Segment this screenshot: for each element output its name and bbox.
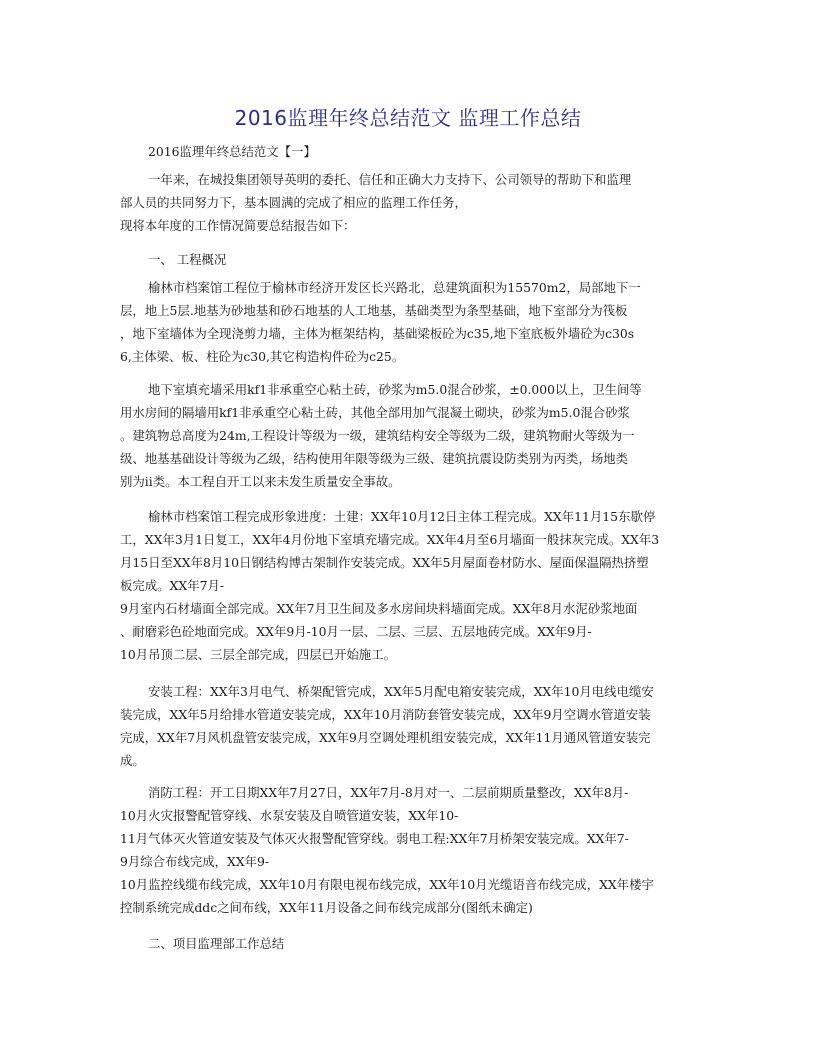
- section-heading: 一、 工程概况: [148, 252, 227, 267]
- paragraph-fire-protection: [120, 781, 700, 919]
- paragraph-overview: [120, 276, 700, 368]
- text-line: 完成，XX年7月风机盘管安装完成，XX年9月空调处理机组安装完成，XX年11月通风管道安装完: [120, 730, 651, 745]
- intro-paragraph: [120, 168, 700, 237]
- document-title: 2016监理年终总结范文 监理工作总结: [234, 106, 582, 130]
- text-line: 9月综合布线完成，XX年9-: [120, 854, 270, 869]
- text-line: 。建筑物总高度为24m,工程设计等级为一级，建筑结构安全等级为二级，建筑物耐火等级为一: [120, 428, 635, 443]
- section-heading: 二、项目监理部工作总结: [148, 936, 285, 951]
- text-line: 安装工程：XX年3月电气、桥架配管完成，XX年5月配电箱安装完成，XX年10月电线电缆安: [148, 684, 654, 699]
- paragraph-installation: [120, 680, 700, 772]
- text-line: 控制系统完成ddc之间布线，XX年11月设备之间布线完成部分(图纸未确定): [120, 900, 533, 915]
- text-line: 用水房间的隔墙用kf1非承重空心粘土砖，其他全部用加气混凝土砌块，砂浆为m5.0混合砂浆: [120, 405, 630, 420]
- text-line: ，地下室墙体为全现浇剪力墙，主体为框架结构，基础梁板砼为c35,地下室底板外墙砼为c30s: [120, 326, 635, 341]
- text-line: 板完成。XX年7月-: [120, 578, 225, 593]
- text-line: 月15日至XX年8月10日钢结构博古架制作安装完成。XX年5月屋面卷材防水、屋面保温隔热挤塑: [120, 555, 649, 570]
- text-line: 现将本年度的工作情况简要总结报告如下：: [120, 218, 356, 233]
- text-line: 消防工程：开工日期XX年7月27日，XX年7月-8月对一、二层前期质量整改，XX年8月-: [148, 785, 629, 800]
- document-subtitle: 2016监理年终总结范文【一】: [148, 144, 316, 159]
- text-line: 9月室内石材墙面全部完成。XX年7月卫生间及多水房间块料墙面完成。XX年8月水泥砂浆地面: [120, 601, 638, 616]
- text-line: 榆林市档案馆工程位于榆林市经济开发区长兴路北，总建筑面积为15570m2，局部地下一: [148, 280, 641, 295]
- text-line: 10月监控线缆布线完成，XX年10月有限电视布线完成，XX年10月光缆语音布线完成，XX年楼宇: [120, 877, 654, 892]
- text-line: 地下室填充墙采用kf1非承重空心粘土砖，砂浆为m5.0混合砂浆，±0.000以上，卫生间等: [148, 382, 642, 397]
- text-line: 部人员的共同努力下，基本圆满的完成了相应的监理工作任务，: [120, 195, 467, 210]
- text-line: 级、地基基础设计等级为乙级，结构使用年限等级为三级、建筑抗震设防类别为丙类，场地类: [120, 451, 629, 466]
- text-line: 、耐磨彩色砼地面完成。XX年9月-10月一层、二层、三层、五层地砖完成。XX年9月-: [120, 624, 592, 639]
- text-line: 工，XX年3月1日复工，XX年4月份地下室填充墙完成。XX年4月至6月墙面一般抹灰完成。XX年3: [120, 532, 660, 547]
- text-line: 装完成，XX年5月给排水管道安装完成，XX年10月消防套管安装完成，XX年9月空调水管道安装: [120, 707, 651, 722]
- text-line: 10月火灾报警配管穿线、水泵安装及自喷管道安装，XX年10-: [120, 808, 459, 823]
- paragraph-materials: [120, 378, 700, 493]
- text-line: 别为ii类。本工程自开工以来未发生质量安全事故。: [120, 474, 401, 489]
- text-line: 榆林市档案馆工程完成形象进度：土建：XX年10月12日主体工程完成。XX年11月15东歇停: [148, 509, 656, 524]
- text-line: 层，地上5层.地基为砂地基和砂石地基的人工地基，基础类型为条型基础，地下室部分为筏板: [120, 303, 628, 318]
- text-line: 6,主体梁、板、柱砼为c30,其它构造构件砼为c25。: [120, 349, 405, 364]
- text-line: 成。: [120, 753, 145, 768]
- text-line: 一年来，在城投集团领导英明的委托、信任和正确大力支持下、公司领导的帮助下和监理: [148, 172, 632, 187]
- text-line: 11月气体灭火管道安装及气体灭火报警配管穿线。弱电工程:XX年7月桥架安装完成。XX年7-: [120, 831, 629, 846]
- text-line: 10月吊顶二层、三层全部完成，四层已开始施工。: [120, 647, 396, 662]
- paragraph-progress: [120, 505, 700, 666]
